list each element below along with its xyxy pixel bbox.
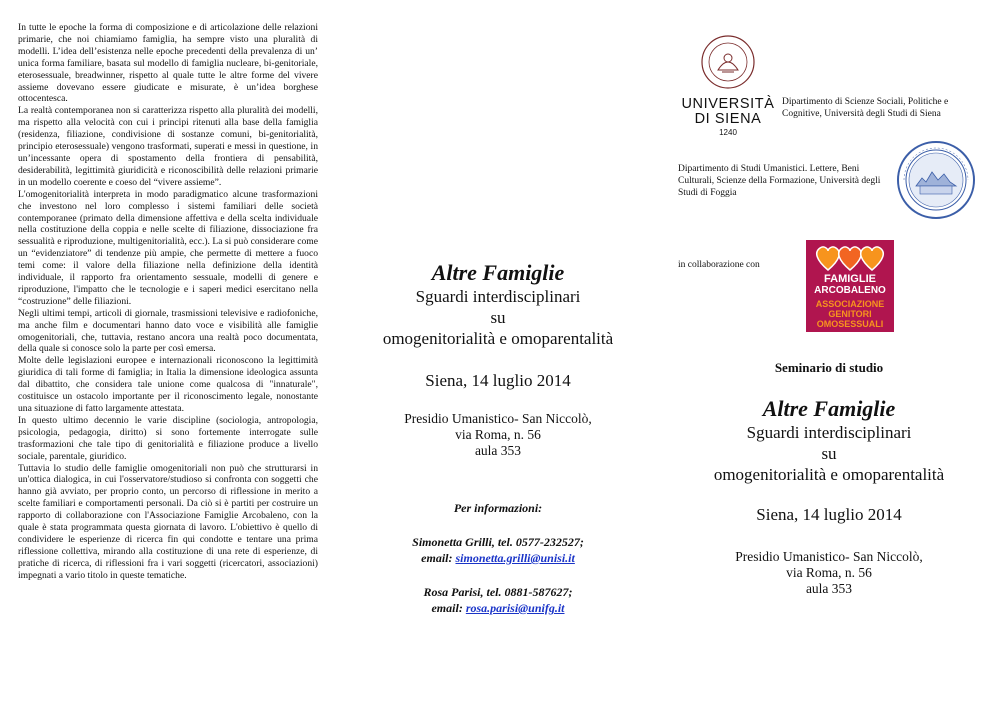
location-line: aula 353 (805, 581, 853, 596)
event-location (364, 411, 632, 459)
intro-paragraph: La realtà contemporanea non si caratterizza rispetto alla pluralità dei modelli, ma rispetto alla velocità con cui i principi ritenuti alla base della famiglia (residenza, filiazione, condivisione di sostanze comuni, bi-genitorialità, principio eterosessuale) vengono trasformati, superati e messi in questione, in un’incessante opera di spostamento della frontiera di pensabilità, desiderabilità, legittimità giuridicità e riconoscibilità delle relazioni primarie in un modello coerente e coeso del “vivere assieme”. (18, 105, 318, 188)
location-line: aula 353 (474, 443, 522, 458)
contact-email-line (364, 600, 632, 616)
location-line: via Roma, n. 56 (786, 565, 872, 580)
university-siena-logo (678, 34, 778, 139)
university-foggia-seal (896, 140, 976, 225)
university-year: 1240 (719, 128, 737, 137)
event-date: Siena, 14 luglio 2014 (756, 505, 902, 524)
event-subtitle-connector: su (821, 444, 837, 463)
university-city: DI SIENA (694, 111, 762, 127)
arcobaleno-line: ARCOBALENO (814, 285, 886, 296)
email-link[interactable]: simonetta.grilli@unisi.it (455, 551, 575, 565)
location-line: via Roma, n. 56 (455, 427, 541, 442)
university-name: UNIVERSITÀ (681, 96, 775, 112)
event-date: Siena, 14 luglio 2014 (425, 371, 571, 390)
location-line: Presidio Umanistico- San Niccolò, (404, 411, 592, 426)
collaboration-label: in collaborazione con (678, 260, 760, 270)
famiglie-arcobaleno-logo (806, 240, 894, 332)
event-panel-middle (364, 260, 632, 616)
event-title: Altre Famiglie (762, 396, 896, 421)
contact-email-line (364, 550, 632, 566)
event-subtitle-topic: omogenitorialità e omoparentalità (713, 465, 945, 484)
arcobaleno-line: FAMIGLIE (824, 273, 876, 285)
intro-paragraph: In tutte le epoche la forma di composizione e di articolazione delle relazioni primarie, che noi chiamiamo famiglia, ha sempre visto una pluralità di modelli. L’idea dell’esistenza nelle epoche precedenti della prevalenza di un’ unica forma familiare, basata sul modello di famiglia nucleare, bi-genitoriale, eterosessuale, breadwinner, rispetto al quale tutte le altre forme del vivere assieme dovevano essere giudicate e misurate, è un’idea borghese ottocentesca. (18, 22, 318, 105)
department-siena: Dipartimento di Scienze Sociali, Politiche e Cognitive, Università degli Studi di Siena (782, 97, 949, 119)
intro-paragraph: Negli ultimi tempi, articoli di giornale, trasmissioni televisive e radiofoniche, ma anche film e documentari hanno dato voce e visibilità alle famiglie omogenitoriali, che, tuttavia, restano ancora una realtà poco documentata, della quale si conosce solo la parte per così emersa. (18, 307, 318, 355)
email-link[interactable]: rosa.parisi@unifg.it (465, 601, 565, 615)
arcobaleno-line: GENITORI (828, 309, 872, 319)
event-title: Altre Famiglie (431, 260, 565, 285)
contact-name-phone: Simonetta Grilli, tel. 0577-232527; (412, 535, 584, 549)
contact-block-parisi (364, 584, 632, 616)
contact-block-grilli (364, 534, 632, 566)
info-heading: Per informazioni: (453, 501, 543, 515)
email-label: email: (421, 551, 456, 565)
hearts-icon (806, 240, 894, 274)
intro-paragraph: In questo ultimo decennio le varie discipline (sociologia, antropologia, psicologia, pedagogia, diritto) si sono fortemente interrogate sulle trasformazioni che tale tipo di genitorialità e filiazione produce a livello sociale, parentale, giuridico. (18, 414, 318, 462)
siena-seal-icon (700, 34, 756, 90)
location-line: Presidio Umanistico- San Niccolò, (735, 549, 923, 564)
arcobaleno-line: ASSOCIAZIONE (815, 299, 885, 309)
seminar-label: Seminario di studio (774, 360, 884, 375)
intro-paragraph: Tuttavia lo studio delle famiglie omogenitoriali non può che strutturarsi in un'ottica dialogica, in cui l'osservatore/studioso si confronta con soggetti che hanno già avviato, per proprio conto, un percorso di riflessione in merito a scelte familiari e comportamenti personali. Da ciò si è partiti per costruire un rapporto di collaborazione con l'Associazione Famiglie Arcobaleno, con la quale è stata programmata questa giornata di lavoro. L'obiettivo è quello di condividere le esperienze di ricerca fin qui condotte e tentare una prima riflessione collettiva, mirando alla costituzione di una rete di esperienze, di pratiche di ricerca, di riflessioni fra i vari soggetti (ricercatori, associazioni) impegnati a vario titolo in queste tematiche. (18, 462, 318, 581)
email-label: email: (431, 601, 466, 615)
event-subtitle: Sguardi interdisciplinari (415, 287, 581, 306)
intro-text-column (18, 22, 318, 582)
event-subtitle: Sguardi interdisciplinari (746, 423, 912, 442)
event-subtitle-connector: su (490, 308, 506, 327)
intro-paragraph: Molte delle legislazioni europee e internazionali riconoscono la legittimità giuridica di tali forme di famiglia; in Italia la dimensione ideologica assunta dal dibattito, che considera tale unione come qualcosa di "innaturale", costituisce un ostacolo importante per il riconoscimento legale, nonostante una situazione di fatto largamente attestata. (18, 355, 318, 414)
event-subtitle-topic: omogenitorialità e omoparentalità (382, 329, 614, 348)
arcobaleno-line: OMOSESSUALI (816, 319, 884, 329)
contact-name-phone: Rosa Parisi, tel. 0881-587627; (423, 585, 573, 599)
department-foggia: Dipartimento di Studi Umanistici. Lettere, Beni Culturali, Scienze della Formazione, Università degli Studi di Foggia (678, 164, 881, 198)
foggia-seal-icon (896, 140, 976, 220)
event-location (676, 549, 982, 597)
event-panel-cover (676, 360, 982, 597)
intro-paragraph: L'omogenitorialità interpreta in modo paradigmatico alcune trasformazioni che investono nel loro complesso i sistemi familiari delle società contemporanee (primato della dimensione affettiva e della scelta individuale nella costituzione della coppia e nelle scelte di filiazione, dissociazione fra sessualità e riproduzione, multigenitorialità, ecc.). La si può considerare come un “evidenziatore” di tendenze più ampie, che permette di mettere a fuoco temi come: il valore della filiazione nella definizione della identità individuale, il rapporto fra orientamento sessuale, modelli di genere e riproduzione, l'impatto che le tecnologie e i saperi medici esercitano nella “costruzione” delle filiazioni. (18, 188, 318, 307)
